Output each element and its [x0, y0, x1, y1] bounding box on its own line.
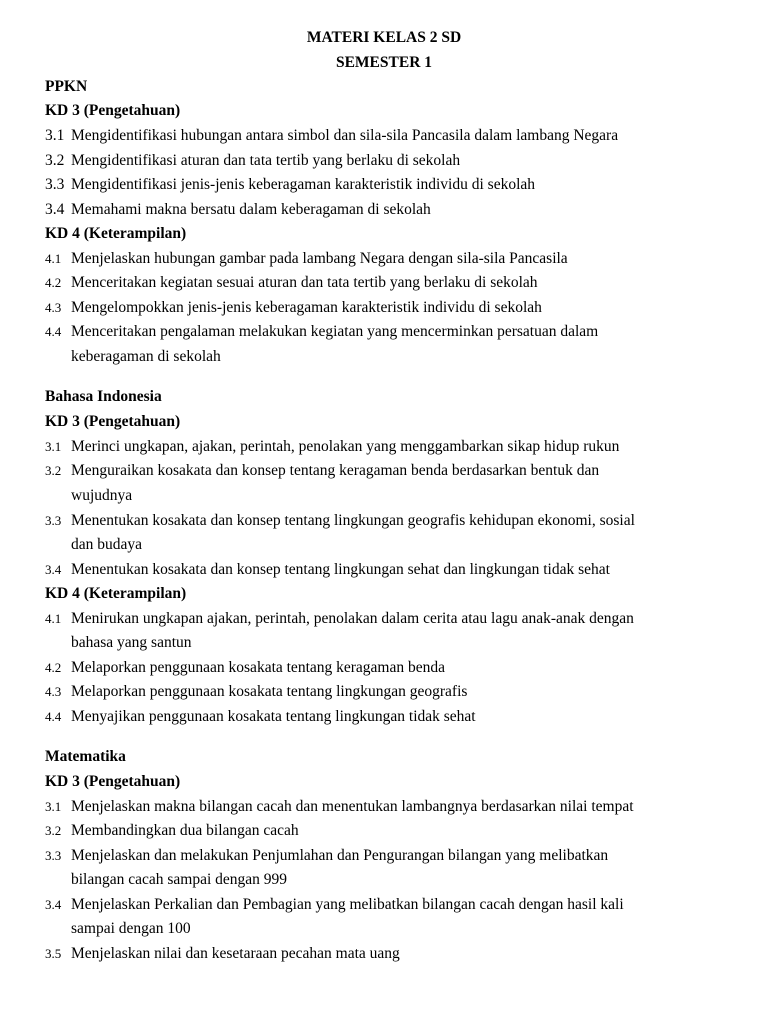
kd-heading: KD 3 (Pengetahuan) [45, 773, 181, 790]
list-item [45, 274, 728, 292]
list-item [45, 127, 728, 145]
kd-heading: KD 3 (Pengetahuan) [45, 413, 181, 430]
list-item [45, 945, 728, 963]
item-number: 3.3 [45, 176, 65, 193]
item-number: 3.5 [45, 946, 62, 961]
list-item [45, 323, 728, 341]
item-text-continuation: sampai dengan 100 [71, 920, 191, 937]
item-text-continuation: bilangan cacah sampai dengan 999 [71, 871, 288, 888]
list-item [45, 561, 728, 579]
list-item [45, 896, 728, 914]
item-text: Menentukan kosakata dan konsep tentang lingkungan geografis kehidupan ekonomi, sosial [71, 512, 635, 529]
item-number: 3.2 [45, 463, 62, 478]
subject-heading: Matematika [45, 748, 126, 765]
list-item [45, 462, 728, 480]
item-text: Menjelaskan dan melakukan Penjumlahan dan Pengurangan bilangan yang melibatkan [71, 847, 609, 864]
item-number: 3.3 [45, 513, 62, 528]
subject-heading: PPKN [45, 78, 88, 95]
item-text: Mengidentifikasi jenis-jenis keberagaman karakteristik individu di sekolah [71, 176, 536, 193]
kd-heading: KD 4 (Keterampilan) [45, 225, 187, 242]
list-item [45, 176, 728, 194]
list-item [45, 683, 728, 701]
item-text: Menceritakan kegiatan sesuai aturan dan tata tertib yang berlaku di sekolah [71, 274, 538, 291]
list-item [45, 610, 728, 628]
document-subtitle: SEMESTER 1 [335, 54, 433, 71]
item-text: Melaporkan penggunaan kosakata tentang lingkungan geografis [71, 683, 468, 700]
item-text-continuation: wujudnya [71, 487, 133, 504]
item-text: Mengidentifikasi hubungan antara simbol dan sila-sila Pancasila dalam lambang Negara [71, 127, 619, 144]
list-item [45, 822, 728, 840]
item-text: Memahami makna bersatu dalam keberagaman di sekolah [71, 201, 431, 218]
item-text: Menentukan kosakata dan konsep tentang lingkungan sehat dan lingkungan tidak sehat [71, 561, 610, 578]
item-text: Menjelaskan nilai dan kesetaraan pecahan mata uang [71, 945, 400, 962]
item-text: Menguraikan kosakata dan konsep tentang keragaman benda berdasarkan bentuk dan [71, 462, 600, 479]
item-number: 4.4 [45, 324, 62, 339]
list-item [45, 152, 728, 170]
item-number: 3.2 [45, 823, 62, 838]
kd-heading: KD 4 (Keterampilan) [45, 585, 187, 602]
item-text: Melaporkan penggunaan kosakata tentang keragaman benda [71, 659, 445, 676]
item-text-continuation: bahasa yang santun [71, 634, 192, 651]
item-text: Menyajikan penggunaan kosakata tentang lingkungan tidak sehat [71, 708, 476, 725]
item-number: 4.2 [45, 660, 62, 675]
item-number: 3.4 [45, 897, 62, 912]
item-number: 4.3 [45, 684, 62, 699]
list-item [45, 798, 728, 816]
list-item [45, 659, 728, 677]
item-number: 3.1 [45, 799, 62, 814]
item-number: 3.3 [45, 848, 62, 863]
item-text-continuation: dan budaya [71, 536, 143, 553]
list-item [45, 512, 728, 530]
kd-heading: KD 3 (Pengetahuan) [45, 102, 181, 119]
item-number: 4.1 [45, 251, 62, 266]
item-text: Mengidentifikasi aturan dan tata tertib yang berlaku di sekolah [71, 152, 461, 169]
item-number: 3.2 [45, 152, 65, 169]
item-text: Menjelaskan Perkalian dan Pembagian yang melibatkan bilangan cacah dengan hasil kali [71, 896, 624, 913]
item-number: 4.2 [45, 275, 62, 290]
item-number: 4.3 [45, 300, 62, 315]
item-text: Merinci ungkapan, ajakan, perintah, penolakan yang menggambarkan sikap hidup rukun [71, 438, 620, 455]
list-item [45, 299, 728, 317]
item-text: Menjelaskan makna bilangan cacah dan menentukan lambangnya berdasarkan nilai tempat [71, 798, 634, 815]
item-number: 4.4 [45, 709, 62, 724]
item-text: Membandingkan dua bilangan cacah [71, 822, 299, 839]
document-title: MATERI KELAS 2 SD [306, 29, 462, 46]
item-text: Menirukan ungkapan ajakan, perintah, penolakan dalam cerita atau lagu anak-anak dengan [71, 610, 634, 627]
item-number: 3.4 [45, 562, 62, 577]
list-item [45, 438, 728, 456]
item-text: Menceritakan pengalaman melakukan kegiatan yang mencerminkan persatuan dalam [71, 323, 599, 340]
item-text: Mengelompokkan jenis-jenis keberagaman karakteristik individu di sekolah [71, 299, 542, 316]
list-item [45, 847, 728, 865]
list-item [45, 708, 728, 726]
list-item [45, 201, 728, 219]
item-text: Menjelaskan hubungan gambar pada lambang Negara dengan sila-sila Pancasila [71, 250, 568, 267]
item-number: 4.1 [45, 611, 62, 626]
item-text-continuation: keberagaman di sekolah [71, 348, 221, 365]
item-number: 3.1 [45, 127, 65, 144]
list-item [45, 250, 728, 268]
item-number: 3.1 [45, 439, 62, 454]
subject-heading: Bahasa Indonesia [45, 388, 162, 405]
item-number: 3.4 [45, 201, 65, 218]
